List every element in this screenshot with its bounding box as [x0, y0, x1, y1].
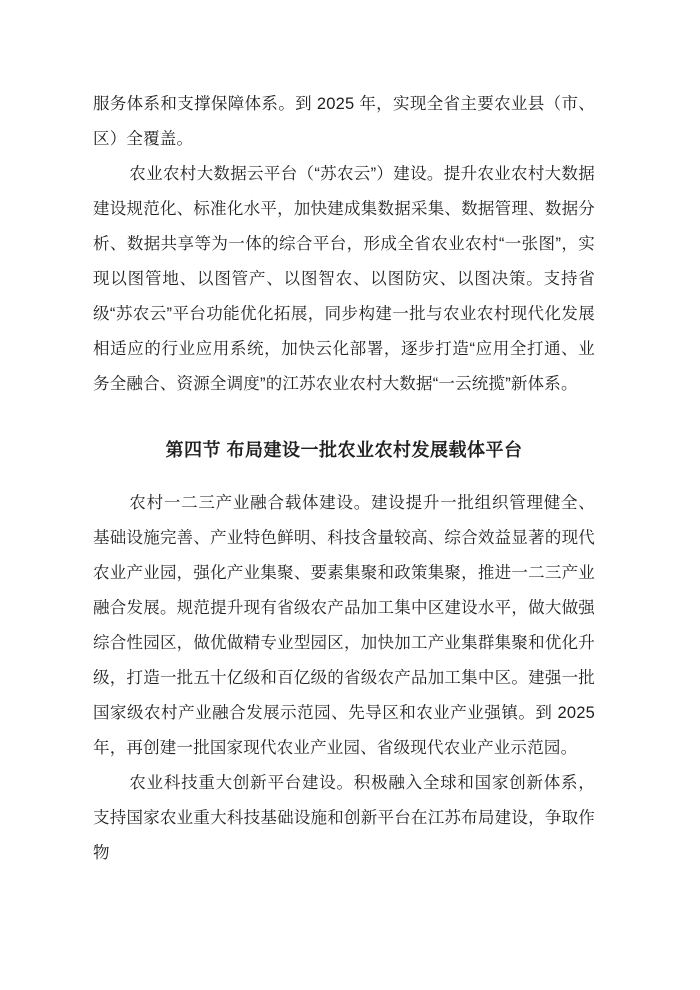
- body-paragraph: 农业农村大数据云平台（“苏农云”）建设。提升农业农村大数据建设规范化、标准化水平，加快建成集数据采集、数据管理、数据分析、数据共享等为一体的综合平台，形成全省农业农村“一张图”，实现以图管地、以图管产、以图智农、以图防灾、以图决策。支持省级“苏农云”平台功能优化拓展，同步构建一批与农业农村现代化发展相适应的行业应用系统，加快云化部署，逐步打造“应用全打通、业务全融合、资源全调度”的江苏农业农村大数据“一云统揽”新体系。: [93, 165, 595, 393]
- body-paragraph: 服务体系和支撑保障体系。到 2025 年，实现全省主要农业县（市、区）全覆盖。: [93, 95, 595, 148]
- body-paragraph: 农村一二三产业融合载体建设。建设提升一批组织管理健全、基础设施完善、产业特色鲜明、科技含量较高、综合效益显著的现代农业产业园，强化产业集聚、要素集聚和政策集聚，推进一二三产业融合发展。规范提升现有省级农产品加工集中区建设水平，做大做强综合性园区，做优做精专业型园区，加快加工产业集群集聚和优化升级，打造一批五十亿级和百亿级的省级农产品加工集中区。建强一批国家级农村产业融合发展示范园、先导区和农业产业强镇。到 2025 年，再创建一批国家现代农业产业园、省级现代农业产业示范园。: [93, 494, 595, 757]
- section-heading: 第四节 布局建设一批农业农村发展载体平台: [165, 440, 523, 460]
- body-paragraph: 农业科技重大创新平台建设。积极融入全球和国家创新体系，支持国家农业重大科技基础设施和创新平台在江苏布局建设，争取作物: [93, 774, 595, 862]
